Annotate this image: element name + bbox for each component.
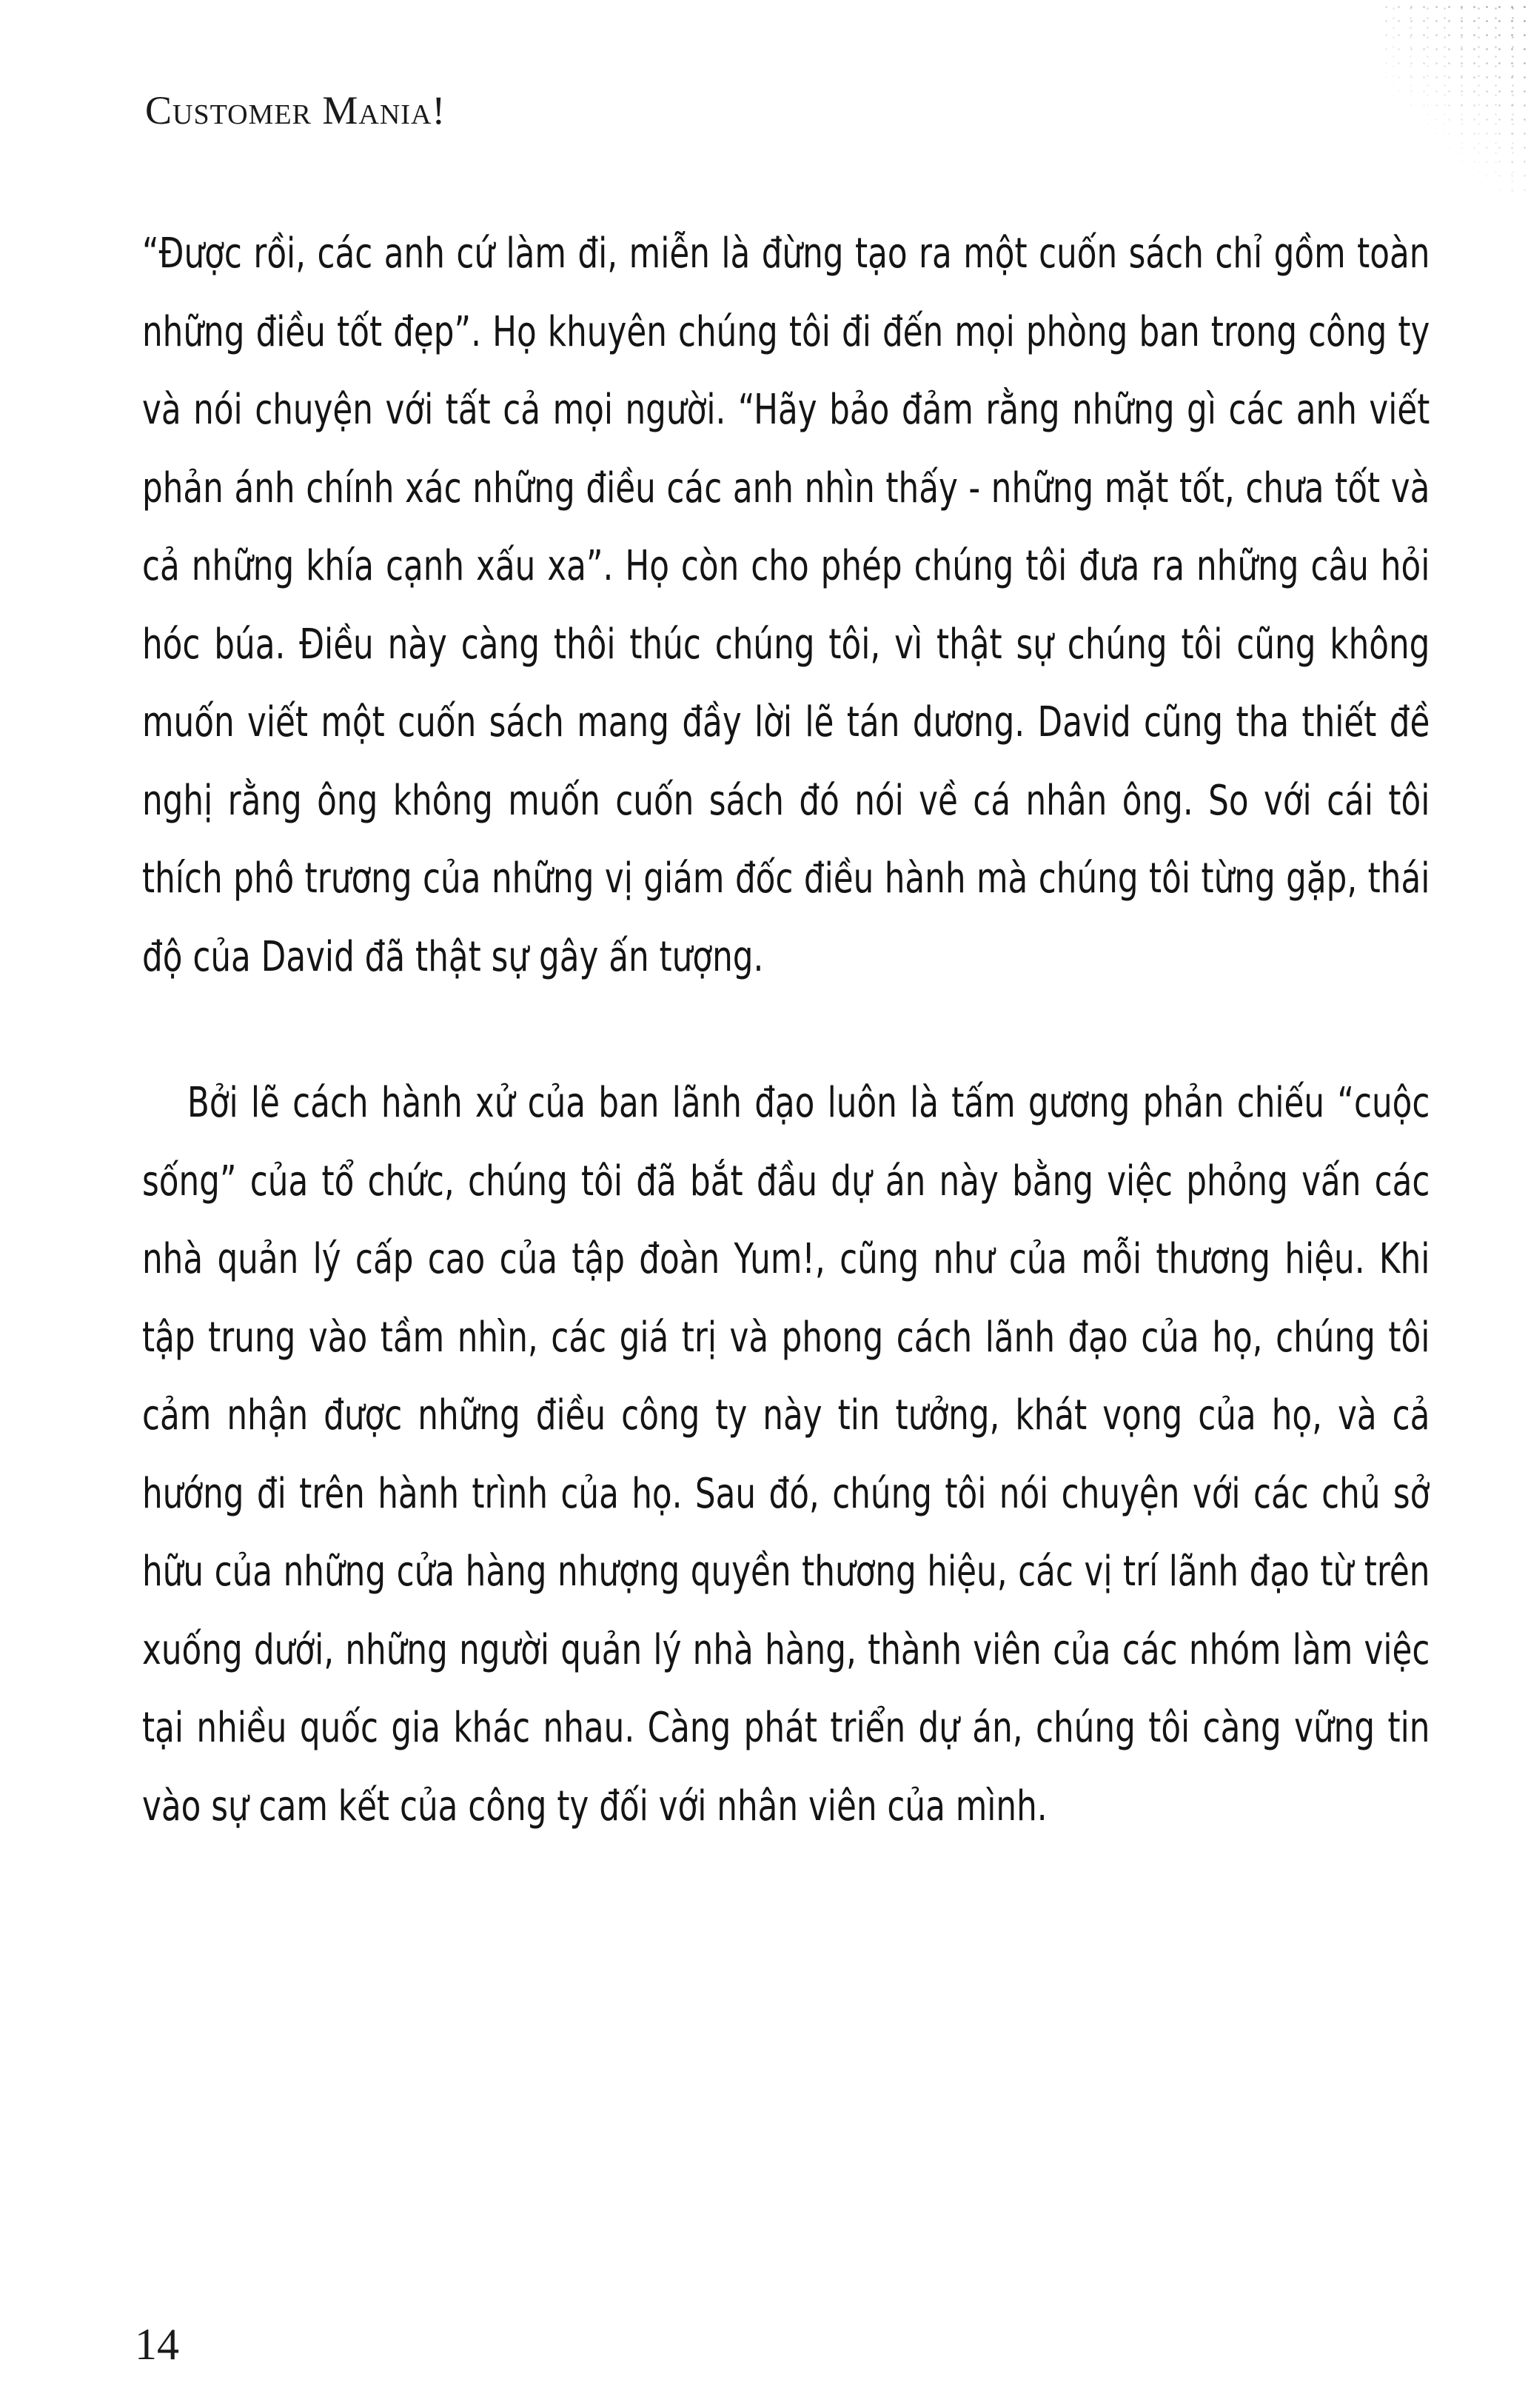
scan-speckle (1380, 0, 1528, 193)
body-text (142, 215, 1430, 1845)
paragraph-2: Bởi lẽ cách hành xử của ban lãnh đạo luôn là tấm gương phản chiếu “cuộc sống” của tổ chức, chúng tôi đã bắt đầu dự án này bằng việc phỏng vấn các nhà quản lý cấp cao của tập đoàn Yum!, cũng như của mỗi thương hiệu. Khi tập trung vào tầm nhìn, các giá trị và phong cách lãnh đạo của họ, chúng tôi cảm nhận được những điều công ty này tin tưởng, khát vọng của họ, và cả hướng đi trên hành trình của họ. Sau đó, chúng tôi nói chuyện với các chủ sở hữu của những cửa hàng nhượng quyền thương hiệu, các vị trí lãnh đạo từ trên xuống dưới, những người quản lý nhà hàng, thành viên của các nhóm làm việc tại nhiều quốc gia khác nhau. Càng phát triển dự án, chúng tôi càng vững tin vào sự cam kết của công ty đối với nhân viên của mình. (142, 1079, 1430, 1830)
paragraph-1: “Được rồi, các anh cứ làm đi, miễn là đừng tạo ra một cuốn sách chỉ gồm toàn những điều tốt đẹp”. Họ khuyên chúng tôi đi đến mọi phòng ban trong công ty và nói chuyện với tất cả mọi người. “Hãy bảo đảm rằng những gì các anh viết phản ánh chính xác những điều các anh nhìn thấy - những mặt tốt, chưa tốt và cả những khía cạnh xấu xa”. Họ còn cho phép chúng tôi đưa ra những câu hỏi hóc búa. Điều này càng thôi thúc chúng tôi, vì thật sự chúng tôi cũng không muốn viết một cuốn sách mang đầy lời lẽ tán dương. David cũng tha thiết đề nghị rằng ông không muốn cuốn sách đó nói về cá nhân ông. So với cái tôi thích phô trương của những vị giám đốc điều hành mà chúng tôi từng gặp, thái độ của David đã thật sự gây ấn tượng. (142, 230, 1430, 981)
running-header: Customer Mania! (145, 88, 446, 133)
page-number: 14 (135, 2320, 179, 2369)
